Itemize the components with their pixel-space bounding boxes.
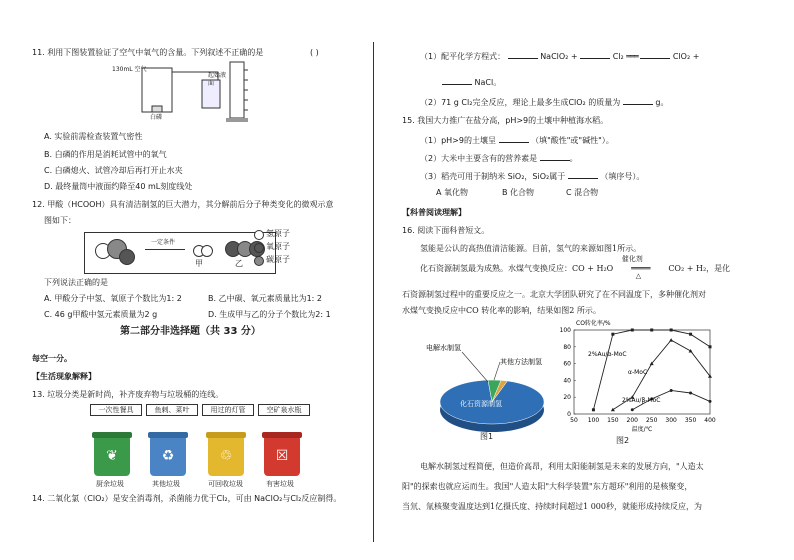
data-point xyxy=(631,329,634,332)
q12-prompt: 下列说法正确的是 xyxy=(44,278,108,287)
legend-carbon-icon xyxy=(254,256,264,266)
q14-part2-unit: g。 xyxy=(655,98,669,107)
eq-term-b: Cl₂ xyxy=(612,52,624,61)
leaf-icon: ❦ xyxy=(106,448,118,464)
bin-label-hazardous: 有害垃圾 xyxy=(266,480,294,488)
series-label-1: 2%Au/α-MoC xyxy=(588,351,627,358)
fig1-caption: 图1 xyxy=(480,432,494,441)
recyclable-bin xyxy=(208,436,244,476)
q16-p7: 当氘、氚核聚变温度达到1亿摄氏度、持续时间超过1 000秒，就能形成持续反应，为 xyxy=(402,502,702,511)
y-tick-label: 100 xyxy=(559,327,571,334)
waste-item-4: 空矿泉水瓶 xyxy=(258,404,310,416)
q16-p1: 氢能是公认的高热值清洁能源。目前，氢气的来源如图1所示。 xyxy=(420,244,642,253)
x-tick-label: 250 xyxy=(645,417,658,424)
section-life: 【生活现象解释】 xyxy=(32,372,96,381)
label-phosphorus: 白磷 xyxy=(150,114,163,121)
right-column xyxy=(402,0,774,560)
x-tick-label: 150 xyxy=(607,417,619,424)
q11-answer-paren: ( ) xyxy=(310,48,319,57)
legend-hydrogen: 氢原子 xyxy=(266,229,290,238)
label-tube: 起始液面 xyxy=(208,72,227,87)
data-point xyxy=(670,389,673,392)
q15-part3-text: （3）稻壳可用于制纳米 SiO₂，SiO₂属于 xyxy=(420,172,566,181)
data-point xyxy=(592,408,595,411)
x-tick-label: 400 xyxy=(704,417,716,424)
other-waste-bin xyxy=(150,436,186,476)
y-tick-label: 40 xyxy=(563,377,571,385)
bin-label-kitchen: 厨余垃圾 xyxy=(96,480,124,488)
blank-nutrient[interactable] xyxy=(540,152,570,161)
q11-stem: 11. 利用下图装置验证了空气中氧气的含量。下列叙述不正确的是 xyxy=(32,48,264,57)
eq-line-2 xyxy=(442,76,501,88)
series-label-3: 2%Au/β-MoC xyxy=(622,397,661,404)
data-point xyxy=(689,349,693,353)
recycle-icon: ♻ xyxy=(161,448,175,464)
q16-stem: 16. 阅读下面科普短文。 xyxy=(402,226,490,235)
condition-label: 一定条件 xyxy=(151,239,176,246)
product-yi: 乙 xyxy=(235,259,243,268)
q11-option-a: A. 实验前需检查装置气密性 xyxy=(44,132,143,141)
q15-part1-hint: （填"酸性"或"碱性"）。 xyxy=(531,136,614,145)
q15-stem: 15. 我国大力推广在盐分高，pH>9的土壤中种植海水稻。 xyxy=(402,116,609,125)
blank-acidity[interactable] xyxy=(499,134,529,143)
hydrogen-atom-icon xyxy=(201,245,213,257)
q16-p2 xyxy=(420,255,731,280)
data-point xyxy=(709,400,712,403)
waste-item-1: 一次性餐具 xyxy=(90,404,142,416)
q11-option-b: B. 白磷的作用是消耗试管中的氧气 xyxy=(44,150,167,159)
q12-option-d: D. 生成甲与乙的分子个数比为2: 1 xyxy=(208,310,331,319)
data-point xyxy=(611,408,615,412)
x-tick-label: 350 xyxy=(684,417,697,424)
series-label-2: α-MoC xyxy=(628,369,648,376)
eq-prefix: （1）配平化学方程式： xyxy=(420,52,506,61)
eq-line-1 xyxy=(420,50,699,62)
scoring-note: 每空一分。 xyxy=(32,354,72,363)
legend-oxygen-icon xyxy=(254,243,264,253)
q11-option-d: D. 最终量筒中液面约降至40 mL刻度线处 xyxy=(44,182,193,191)
bin-label-recyclable: 可回收垃圾 xyxy=(208,480,243,488)
eq-term-c: ClO₂ + xyxy=(672,52,700,61)
equals-sign-icon: ═══ xyxy=(626,52,638,61)
fig1-pie-chart xyxy=(422,340,552,440)
equilibrium-line-icon: ════ xyxy=(631,264,651,273)
kitchen-waste-bin xyxy=(94,436,130,476)
bin-label-other: 其他垃圾 xyxy=(152,480,180,488)
blank-coef-4[interactable] xyxy=(442,76,472,85)
pie-leader-line xyxy=(494,362,500,380)
y-tick-label: 0 xyxy=(567,411,571,418)
q16-p6: 阳"的探索也就应运而生。我国"人造太阳"大科学装置"东方超环"利用的是核聚变， xyxy=(402,482,693,491)
blank-coef-3[interactable] xyxy=(640,50,670,59)
legend-hydrogen-icon xyxy=(254,230,264,240)
recycle-icon: ♲ xyxy=(219,448,233,464)
q13-stem: 13. 垃圾分类是新时尚，补齐废弃物与垃圾桶的连线。 xyxy=(32,390,224,399)
data-point xyxy=(670,329,673,332)
x-tick-label: 300 xyxy=(665,417,677,424)
fig2-caption: 图2 xyxy=(616,436,630,445)
pie-label-fossil: 化石资源制氢 xyxy=(460,400,502,408)
part-two-heading: 第二部分非选择题（共 33 分） xyxy=(120,326,261,337)
q15-part2 xyxy=(420,152,578,164)
data-point xyxy=(631,408,634,411)
x-tick-label: 200 xyxy=(626,417,639,424)
q15-option-c: C 混合物 xyxy=(566,188,599,197)
data-point xyxy=(689,333,692,336)
label-air: 130mL 空气 xyxy=(112,66,147,73)
pie-label-other: 其他方法制氢 xyxy=(500,358,542,366)
q15-part3-hint: （填序号）。 xyxy=(600,172,645,181)
y-tick-label: 20 xyxy=(563,394,571,402)
q15-option-b: B 化合物 xyxy=(502,188,535,197)
blank-classification[interactable] xyxy=(568,170,598,179)
q14-part2-text: （2）71 g Cl₂完全反应，理论上最多生成ClO₂ 的质量为 xyxy=(420,98,621,107)
legend-carbon: 碳原子 xyxy=(266,255,290,264)
section-science: 【科普阅读理解】 xyxy=(402,208,466,217)
column-divider xyxy=(373,42,374,542)
q12-stem-2: 图如下： xyxy=(44,216,76,225)
y-tick-label: 60 xyxy=(563,360,571,368)
eq-term-a: NaClO₂ + xyxy=(540,52,578,61)
data-point xyxy=(650,329,653,332)
catalyst-label: 催化剂 xyxy=(621,255,643,263)
q16-p4: 水煤气变换反应中CO 转化率的影响，结果如图2 所示。 xyxy=(402,306,601,315)
q12-stem: 12. 甲酸（HCOOH）具有清洁制氢的巨大潜力，其分解前后分子种类变化的微观示意 xyxy=(32,200,334,209)
hazard-icon: ☒ xyxy=(275,448,289,464)
q16-p3: 石资源制氢过程中的重要反应之一。北京大学团队研究了在不同温度下，多种催化剂对 xyxy=(402,290,706,299)
y-axis-label: CO转化率/% xyxy=(576,320,611,327)
blank-coef-1[interactable] xyxy=(508,50,538,59)
data-point xyxy=(669,338,673,342)
q14-part2 xyxy=(420,96,668,108)
blank-mass[interactable] xyxy=(623,96,653,105)
q12-molecule-diagram xyxy=(84,232,276,274)
q12-option-a: A. 甲酸分子中氢、氧原子个数比为1: 2 xyxy=(44,294,182,303)
x-tick-label: 50 xyxy=(570,417,578,424)
q15-part3 xyxy=(420,170,644,182)
pie-leader-line xyxy=(462,352,488,382)
pie-label-electrolysis: 电解水制氢 xyxy=(426,344,461,352)
product-jia: 甲 xyxy=(195,259,203,268)
heat-label: △ xyxy=(635,272,642,280)
waste-item-3: 用过的灯管 xyxy=(202,404,254,416)
q11-option-c: C. 白磷熄火、试管冷却后再打开止水夹 xyxy=(44,166,183,175)
data-point xyxy=(709,345,712,348)
data-point xyxy=(611,333,614,336)
waste-item-2: 鱼刺、菜叶 xyxy=(146,404,198,416)
period: 。 xyxy=(569,154,578,163)
q15-part1 xyxy=(420,134,614,146)
left-column xyxy=(32,0,362,560)
q16-p2-a: 化石资源制氢最为成熟。水煤气变换反应：CO + H₂O xyxy=(420,264,614,273)
q16-p2-b: CO₂ + H₂，是化 xyxy=(668,264,731,273)
eq-term-d: NaCl。 xyxy=(474,78,502,87)
q12-option-b: B. 乙中碳、氧元素质量比为1: 2 xyxy=(208,294,322,303)
q15-part2-text: （2）大米中主要含有的营养素是 xyxy=(420,154,538,163)
x-axis-label: 温度/℃ xyxy=(631,426,653,433)
q16-p5: 电解水制氢过程简便，但造价高昂，利用太阳能制氢是未来的发展方向，"人造太 xyxy=(420,462,704,471)
blank-coef-2[interactable] xyxy=(580,50,610,59)
catalyst-arrow xyxy=(616,255,666,280)
y-tick-label: 80 xyxy=(563,343,571,351)
hazardous-bin xyxy=(264,436,300,476)
x-tick-label: 100 xyxy=(587,417,600,424)
q15-part1-text: （1）pH>9的土壤呈 xyxy=(420,136,496,145)
q12-option-c: C. 46 g甲酸中氢元素质量为2 g xyxy=(44,310,158,319)
fig2-line-chart xyxy=(550,316,720,436)
reaction-arrow-icon xyxy=(145,249,185,250)
q15-option-a: A 氧化物 xyxy=(436,188,469,197)
q14-stem: 14. 二氧化氯（ClO₂）是安全消毒剂，杀菌能力优于Cl₂，可由 NaClO₂与Cl₂反应制得。 xyxy=(32,494,342,503)
data-point xyxy=(689,392,692,395)
legend-oxygen: 氧原子 xyxy=(266,242,290,251)
oxygen-atom-icon xyxy=(119,249,135,265)
